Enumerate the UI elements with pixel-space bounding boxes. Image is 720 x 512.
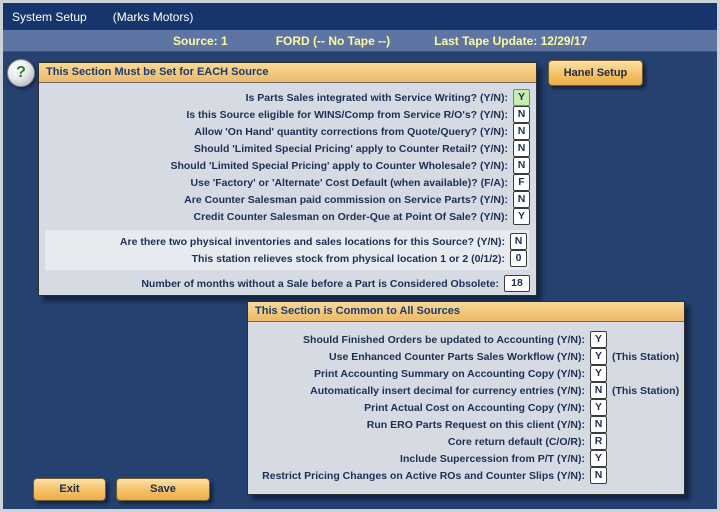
setting-label: Is this Source eligible for WINS/Comp from Service R/O's? (Y/N): bbox=[186, 108, 508, 121]
setting-row bbox=[252, 450, 678, 467]
setting-label: Credit Counter Salesman on Order-Que at Point Of Sale? (Y/N): bbox=[193, 210, 508, 223]
section-common-all-sources bbox=[247, 301, 685, 495]
setting-label: Number of months without a Sale before a Part is Considered Obsolete: bbox=[141, 277, 499, 290]
setting-value-input[interactable]: N bbox=[513, 123, 530, 140]
setting-label: Print Actual Cost on Accounting Copy (Y/N): bbox=[364, 401, 585, 414]
setting-label: Use Enhanced Counter Parts Sales Workflow (Y/N): bbox=[329, 350, 585, 363]
source-bar bbox=[3, 30, 717, 52]
setting-row bbox=[43, 106, 530, 123]
setting-label: Automatically insert decimal for currency entries (Y/N): bbox=[310, 384, 585, 397]
setting-row bbox=[43, 140, 530, 157]
setting-label: Print Accounting Summary on Accounting Copy (Y/N): bbox=[313, 367, 585, 380]
setting-label: Should 'Limited Special Pricing' apply to Counter Wholesale? (Y/N): bbox=[170, 159, 508, 172]
help-icon[interactable]: ? bbox=[7, 59, 35, 87]
setting-label: Core return default (C/O/R): bbox=[447, 435, 585, 448]
setting-row bbox=[45, 233, 527, 250]
setting-row bbox=[45, 250, 527, 267]
setting-value-input[interactable]: N bbox=[590, 382, 607, 399]
hanel-setup-button[interactable]: Hanel Setup bbox=[548, 60, 643, 86]
physical-inventory-subsection bbox=[45, 230, 529, 270]
setting-row bbox=[43, 191, 530, 208]
setting-row bbox=[252, 365, 678, 382]
setting-label: Allow 'On Hand' quantity corrections from Quote/Query? (Y/N): bbox=[194, 125, 508, 138]
setting-value-input[interactable]: Y bbox=[513, 208, 530, 225]
save-button[interactable]: Save bbox=[116, 478, 210, 501]
setting-value-input[interactable]: N bbox=[513, 191, 530, 208]
setting-value-input[interactable]: N bbox=[510, 233, 527, 250]
window-title: System Setup bbox=[12, 9, 87, 24]
source-label: Source: 1 bbox=[173, 33, 228, 48]
setting-row bbox=[252, 331, 678, 348]
exit-button[interactable]: Exit bbox=[33, 478, 106, 501]
section-header: This Section Must be Set for EACH Source bbox=[39, 63, 536, 83]
tape-status: FORD (-- No Tape --) bbox=[275, 33, 391, 48]
setting-value-input[interactable]: Y bbox=[513, 89, 530, 106]
setting-row bbox=[43, 89, 530, 106]
section-each-source bbox=[38, 62, 537, 296]
setting-label: Use 'Factory' or 'Alternate' Cost Default (when available)? (F/A): bbox=[190, 176, 508, 189]
setting-value-input[interactable]: N bbox=[513, 106, 530, 123]
setting-row bbox=[43, 275, 530, 292]
setting-row bbox=[252, 467, 678, 484]
setting-label: Are there two physical inventories and sales locations for this Source? (Y/N): bbox=[119, 235, 505, 248]
setting-value-input[interactable]: N bbox=[590, 416, 607, 433]
setting-label: Are Counter Salesman paid commission on Service Parts? (Y/N): bbox=[184, 193, 508, 206]
setting-value-input[interactable]: Y bbox=[590, 399, 607, 416]
setting-value-input[interactable]: N bbox=[590, 467, 607, 484]
station-note: (This Station) bbox=[612, 384, 680, 397]
setting-value-input[interactable]: F bbox=[513, 174, 530, 191]
station-note: (This Station) bbox=[612, 350, 680, 363]
setting-row bbox=[43, 174, 530, 191]
title-bar bbox=[3, 3, 717, 30]
last-tape-update: Last Tape Update: 12/29/17 bbox=[434, 33, 588, 48]
section-header: This Section is Common to All Sources bbox=[248, 302, 684, 322]
setting-value-input[interactable]: Y bbox=[590, 348, 607, 365]
setting-label: Run ERO Parts Request on this client (Y/N): bbox=[366, 418, 585, 431]
setting-value-input[interactable]: 18 bbox=[504, 275, 530, 292]
setting-value-input[interactable]: Y bbox=[590, 365, 607, 382]
setting-row bbox=[252, 416, 678, 433]
setting-label: Is Parts Sales integrated with Service Writing? (Y/N): bbox=[245, 91, 508, 104]
setting-value-input[interactable]: Y bbox=[590, 331, 607, 348]
setting-value-input[interactable]: Y bbox=[590, 450, 607, 467]
setting-value-input[interactable]: N bbox=[513, 140, 530, 157]
setting-row bbox=[252, 399, 678, 416]
setting-value-input[interactable]: 0 bbox=[510, 250, 527, 267]
dealer-name: (Marks Motors) bbox=[112, 9, 194, 24]
setting-row bbox=[252, 348, 678, 365]
setting-row bbox=[43, 208, 530, 225]
setting-row bbox=[43, 123, 530, 140]
setting-value-input[interactable]: N bbox=[513, 157, 530, 174]
setting-row bbox=[43, 157, 530, 174]
setting-value-input[interactable]: R bbox=[590, 433, 607, 450]
setting-row bbox=[252, 433, 678, 450]
setting-label: Should Finished Orders be updated to Accounting (Y/N): bbox=[303, 333, 585, 346]
setting-label: This station relieves stock from physical location 1 or 2 (0/1/2): bbox=[191, 252, 505, 265]
setting-label: Should 'Limited Special Pricing' apply to Counter Retail? (Y/N): bbox=[193, 142, 508, 155]
setting-label: Restrict Pricing Changes on Active ROs and Counter Slips (Y/N): bbox=[262, 469, 585, 482]
setting-label: Include Supercession from P/T (Y/N): bbox=[400, 452, 585, 465]
main-content bbox=[3, 52, 717, 509]
setting-row bbox=[252, 382, 678, 399]
